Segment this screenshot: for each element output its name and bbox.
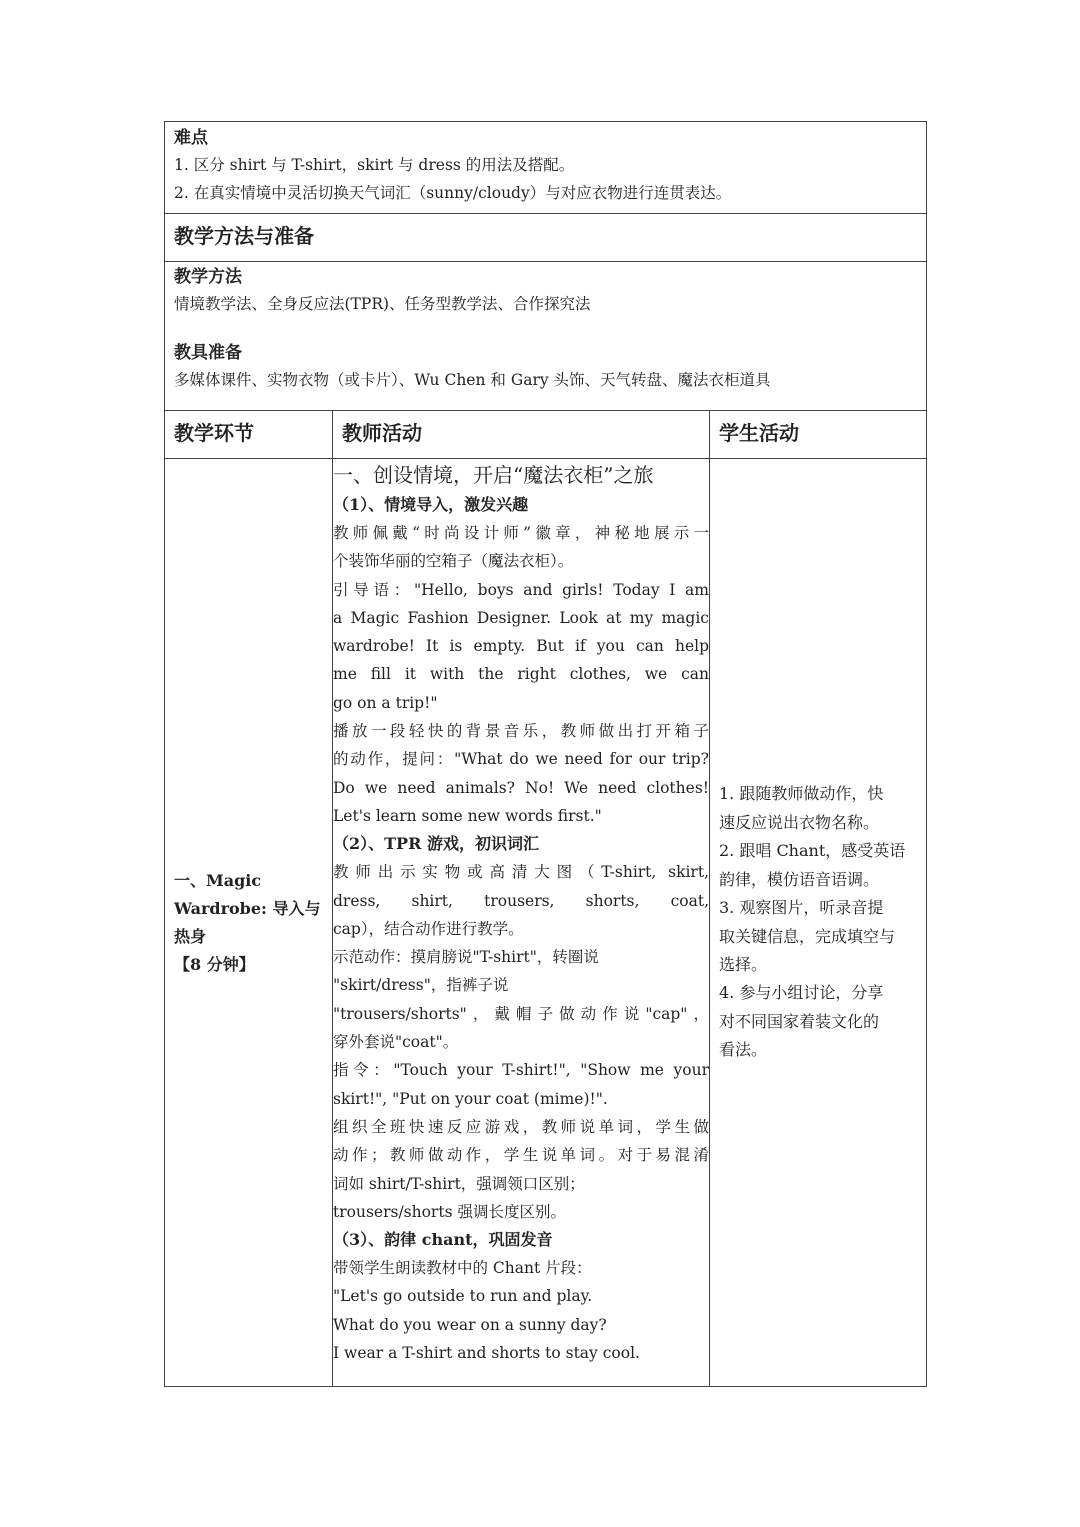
teacher-line: 教师佩戴“时尚设计师”徽章，神秘地展示一 [333,524,709,542]
teacher-activity-cell [333,459,710,1387]
teacher-line: 教师出示实物或高清大图（T-shirt, skirt, [333,863,709,882]
teacher-line: 组织全班快速反应游戏，教师说单词，学生做 [333,1117,709,1136]
teacher-line: 播放一段轻快的背景音乐，教师做出打开箱子 [333,722,709,741]
teacher-line: What do you wear on a sunny day? [333,1315,607,1334]
difficulties-title: 难点 [174,128,208,148]
column-header-row [165,411,927,459]
stage-duration: 【8 分钟】 [174,954,255,974]
lesson-plan-table [164,121,927,1387]
teacher-line: 穿外套说"coat"。 [333,1033,459,1052]
methods-text: 情境教学法、全身反应法(TPR)、任务型教学法、合作探究法 [174,295,591,313]
lesson-plan-page [164,121,926,1387]
teacher-sub-1: （1）、情境导入，激发兴趣 [333,495,529,514]
student-line: 2. 跟唱 Chant，感受英语 [719,841,906,861]
teacher-line: "Let's go outside to run and play. [333,1287,593,1306]
stage-line-3: 热身 [174,926,207,946]
teacher-line: wardrobe! It is empty. But if you can help [333,637,709,656]
methods-content-row [165,262,927,411]
student-activity-cell [710,459,927,1387]
student-line: 4. 参与小组讨论，分享 [719,983,884,1003]
teacher-line: 动作；教师做动作，学生说单词。对于易混淆 [333,1146,709,1165]
teacher-line: a Magic Fashion Designer. Look at my magic [333,608,709,627]
teacher-line: 示范动作：摸肩膀说"T-shirt"，转圈说 [333,948,599,967]
student-line: 3. 观察图片，听录音提 [719,898,884,918]
teacher-line: 引导语："Hello, boys and girls! Today I am [333,580,709,599]
prep-title: 教具准备 [174,343,242,363]
student-line: 取关键信息，完成填空与 [719,926,896,946]
column-header-teacher: 教师活动 [342,421,422,445]
teacher-line: Let's learn some new words first." [333,806,602,825]
teacher-line: trousers/shorts 强调长度区别。 [333,1202,566,1221]
teacher-line: me fill it with the right clothes, we can [333,665,709,684]
teacher-line: I wear a T-shirt and shorts to stay cool. [333,1344,640,1363]
student-line: 速反应说出衣物名称。 [719,812,880,832]
difficulty-item-2: 2. 在真实情境中灵活切换天气词汇（sunny/cloudy）与对应衣物进行连贯表达。 [174,184,732,202]
student-line: 选择。 [719,954,768,974]
student-line: 韵律，模仿语音语调。 [719,869,880,889]
difficulties-row [165,122,927,214]
teacher-line: dress, shirt, trousers, shorts, coat, [333,891,709,910]
stage-cell [165,459,333,1387]
activity-row [165,459,927,1387]
teacher-line: 指令："Touch your T-shirt!", "Show me your [333,1061,709,1080]
stage-line-1: 一、Magic [174,870,262,890]
teacher-line: cap），结合动作进行教学。 [333,919,524,938]
teacher-line: 的动作，提问："What do we need for our trip? [333,750,709,769]
methods-title: 教学方法 [174,267,242,287]
teacher-line: Do we need animals? No! We need clothes! [333,778,709,797]
teacher-line: 词如 shirt/T-shirt，强调领口区别； [333,1174,585,1193]
methods-section-title: 教学方法与准备 [174,224,314,248]
teacher-line: 带领学生朗读教材中的 Chant 片段： [333,1259,592,1278]
teacher-line: 个装饰华丽的空箱子（魔法衣柜）。 [333,552,574,571]
teacher-heading: 一、创设情境，开启“魔法衣柜”之旅 [333,463,654,487]
prep-text: 多媒体课件、实物衣物（或卡片）、Wu Chen 和 Gary 头饰、天气转盘、魔法衣柜道具 [174,371,771,389]
teacher-line: "trousers/shorts"，戴帽子做动作说"cap"， [333,1004,709,1023]
student-line: 1. 跟随教师做动作，快 [719,784,884,804]
column-header-student: 学生活动 [719,421,799,445]
teacher-sub-3: （3）、韵律 chant，巩固发音 [333,1230,553,1250]
student-line: 看法。 [719,1040,768,1060]
teacher-line: go on a trip!" [333,693,438,712]
column-header-stage: 教学环节 [174,421,254,445]
stage-line-2: Wardrobe: 导入与 [174,898,321,918]
teacher-sub-2: （2）、TPR 游戏，初识词汇 [333,834,539,854]
student-line: 对不同国家着装文化的 [719,1011,880,1031]
teacher-line: "skirt/dress"，指裤子说 [333,976,509,995]
methods-heading-row [165,214,927,262]
teacher-line: skirt!", "Put on your coat (mime)!". [333,1089,608,1108]
difficulty-item-1: 1. 区分 shirt 与 T-shirt，skirt 与 dress 的用法及搭配。 [174,156,575,174]
